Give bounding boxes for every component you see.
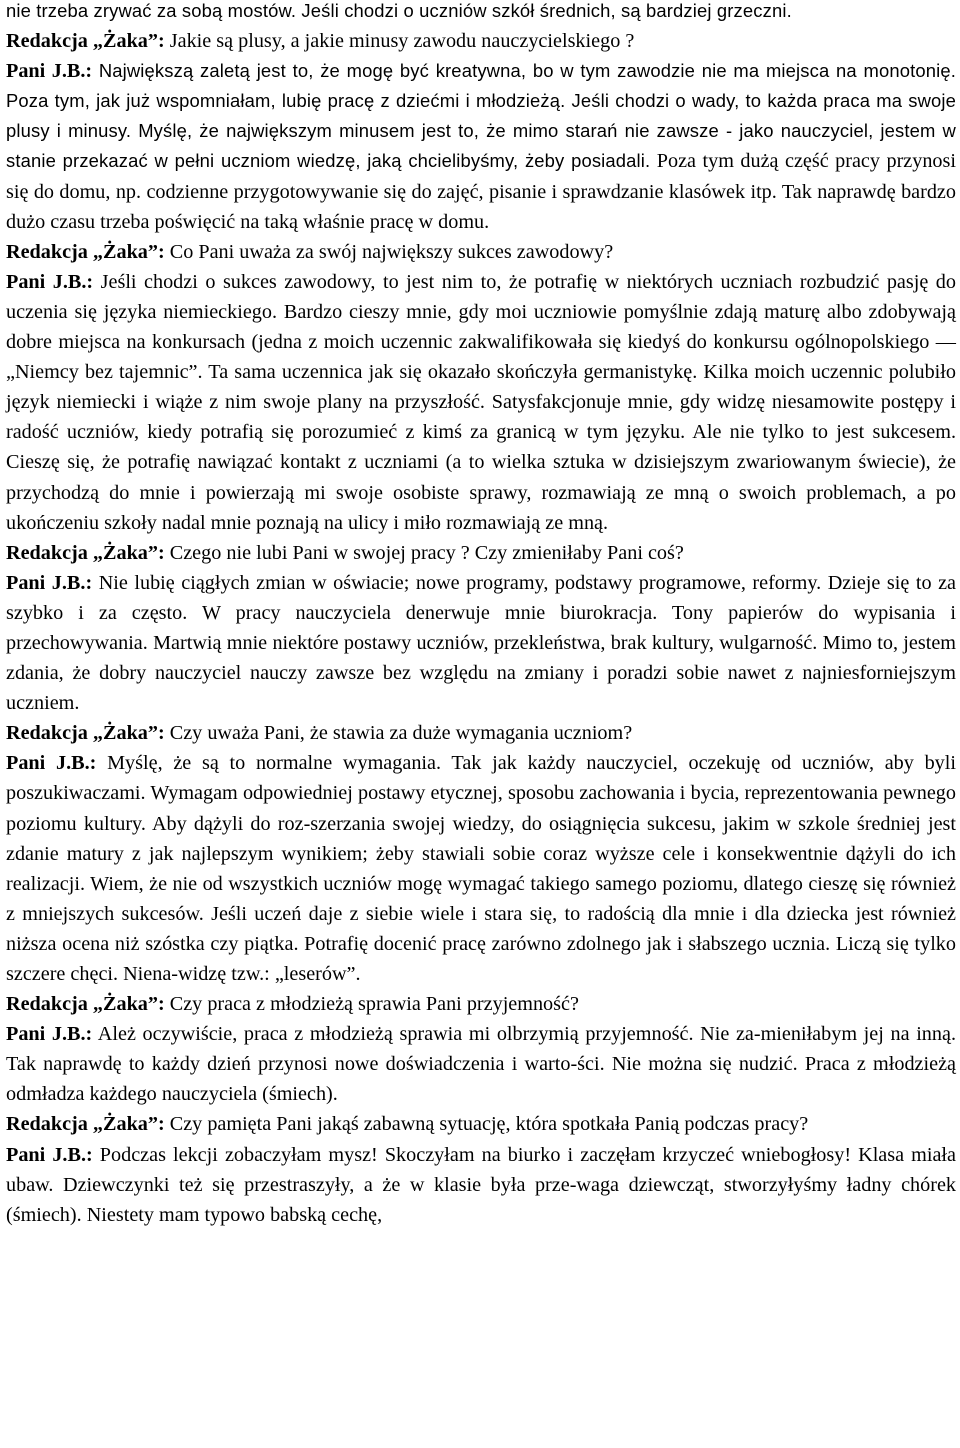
speaker-redakcja: Redakcja „Żaka”: [6,1113,165,1136]
question-sukces [6,237,956,267]
speaker-redakcja: Redakcja „Żaka”: [6,541,165,564]
question-text: Czy uważa Pani, że stawia za duże wymagania uczniom? [164,722,633,745]
answer-text: Nie lubię ciągłych zmian w oświacie; nowe programy, podstawy programowe, reformy. Dzieje się to za szybko i za często. W pracy nauczyciela denerwuje mnie biurokracja. Tony papierów do wypisania i przechowywania. Martwią mnie niektóre postawy uczniów, przekleństwa, brak kultury, wulgarność. Mimo to, jestem zdania, że dobry nauczyciel nauczy zawsze bez względu na zmiany i poradzi sobie nawet z najniesforniejszym uczniem. [6,571,956,715]
speaker-pani: Pani J.B.: [6,1143,93,1166]
question-text: Czy praca z młodzieżą sprawia Pani przyjemność? [164,993,579,1016]
answer-text: Podczas lekcji zobaczyłam mysz! Skoczyłam na biurko i zaczęłam krzyczeć wniebogłosy! Klasa miała ubaw. Dziewczynki też się przestraszyły, a że w klasie była prze-waga dziewcząt, stworzyłyśmy ładny chórek (śmiech). Niestety mam typowo babską cechę, [6,1143,956,1226]
answer-plusy-minusy [6,56,956,237]
speaker-pani: Pani J.B.: [6,1023,93,1046]
answer-wymagania [6,748,956,989]
paragraph-text: nie trzeba zrywać za sobą mostów. Jeśli chodzi o uczniów szkół średnich, są bardziej grzeczni. [6,0,792,21]
answer-text: Jeśli chodzi o sukces zawodowy, to jest nim to, że potrafię w niektórych uczniach rozbudzić pasję do uczenia się języka niemieckiego. Bardzo cieszy mnie, gdy moi uczniowie pomyślnie zdają maturę albo zdobywają dobre miejsca na konkursach (jedna z moich uczennic zakwalifikowała się kiedyś do konkursu ogólnopolskiego — „Niemcy bez tajemnic”. Ta sama uczennica jak się okazało skończyła germanistykę. Kilka moich uczennic polubiło język niemiecki i wiąże z nim swoje plany na przyszłość. Satysfakcjonuje mnie, gdy widzę niesamowite postępy i radość uczniów, kiedy potrafią się porozumieć z kimś za granicą w tym języku. Ale nie tylko to jest sukcesem. Cieszę się, że potrafię nawiązać kontakt z uczniami (a to wielka sztuka w dzisiejszym zwariowanym świecie), że przychodzą do mnie i powierzają mi swoje osobiste sprawy, rozmawiają ze mną o swoich problemach, a po ukończeniu szkoły nadal mnie poznają na ulicy i miło rozmawiają ze mną. [6,270,956,534]
speaker-pani: Pani J.B.: [6,270,94,293]
answer-zabawna-sytuacja [6,1140,956,1230]
question-text: Jakie są plusy, a jakie minusy zawodu nauczycielskiego ? [164,30,635,53]
speaker-redakcja: Redakcja „Żaka”: [6,240,165,263]
question-przyjemnosc [6,989,956,1019]
question-czego-nie-lubi [6,538,956,568]
paragraph-intro [6,0,956,26]
answer-przyjemnosc [6,1019,956,1109]
answer-text: Ależ oczywiście, praca z młodzieżą sprawia mi olbrzymią przyjemność. Nie za-mieniłabym jej na inną. Tak naprawdę to każdy dzień przynosi nowe doświadczenia i warto-ści. Nie można się nudzić. Praca z młodzieżą odmładza każdego nauczyciela (śmiech). [6,1023,956,1106]
answer-text: Poza tym dużą część pracy przynosi się do domu, np. codzienne przygotowywanie się do zajęć, pisanie i sprawdzanie klasówek itp. Tak naprawdę bardzo dużo czasu trzeba poświęcić na taką właśnie pracę w domu. [6,150,956,233]
question-text: Co Pani uważa za swój największy sukces zawodowy? [164,240,614,263]
speaker-redakcja: Redakcja „Żaka”: [6,722,165,745]
speaker-pani: Pani J.B.: [6,571,93,594]
answer-text: Myślę, że są to normalne wymagania. Tak jak każdy nauczyciel, oczekuję od uczniów, aby byli poszukiwaczami. Wymagam odpowiedniej postawy etycznej, sposobu zachowania i bycia, reprezentowania pewnego poziomu kultury. Aby dążyli do roz-szerzania swojej wiedzy, do osiągnięcia sukcesu, jakim w szkole średniej jest zdanie matury z jak najlepszym wynikiem; żeby stawiali sobie coraz wyższe cele i konsekwentnie dążyli do ich realizacji. Wiem, że nie od wszystkich uczniów mogę wymagać takiego samego poziomu, dlatego cieszę się również z mniejszych sukcesów. Jeśli uczeń daje z siebie wiele i stara się, to radością dla mnie i dla dziecka jest również niższa ocena niż szóstka czy piątka. Potrafię docenić pracę zarówno zdolnego jak i słabszego ucznia. Liczą się tylko szczere chęci. Niena-widzę tzw.: „leserów”. [6,752,956,985]
question-text: Czego nie lubi Pani w swojej pracy ? Czy zmieniłaby Pani coś? [164,541,684,564]
question-text: Czy pamięta Pani jakąś zabawną sytuację, która spotkała Panią podczas pracy? [164,1113,809,1136]
answer-text: Największą zaletą jest to, że mogę być kreatywna, bo w tym zawodzie nie ma miejsca na monotonię. Poza tym, jak już wspomniałam, lubię pracę z dziećmi i młodzieżą. Jeśli chodzi o wady, to każda praca ma swoje plusy i minusy. Myślę, że największym minusem jest to, że mimo starań nie zawsze - jako nauczyciel, jestem w stanie przekazać w pełni uczniom wiedzę, jaką chcielibyśmy, żeby posiadali. [6,60,956,172]
speaker-redakcja: Redakcja „Żaka”: [6,993,165,1016]
question-zabawna-sytuacja [6,1109,956,1139]
document-page [6,0,956,1230]
speaker-pani: Pani J.B.: [6,752,97,775]
speaker-pani: Pani J.B.: [6,60,93,83]
answer-sukces [6,267,956,538]
answer-czego-nie-lubi [6,568,956,718]
question-wymagania [6,718,956,748]
speaker-redakcja: Redakcja „Żaka”: [6,30,165,53]
question-plusy-minusy [6,26,956,56]
